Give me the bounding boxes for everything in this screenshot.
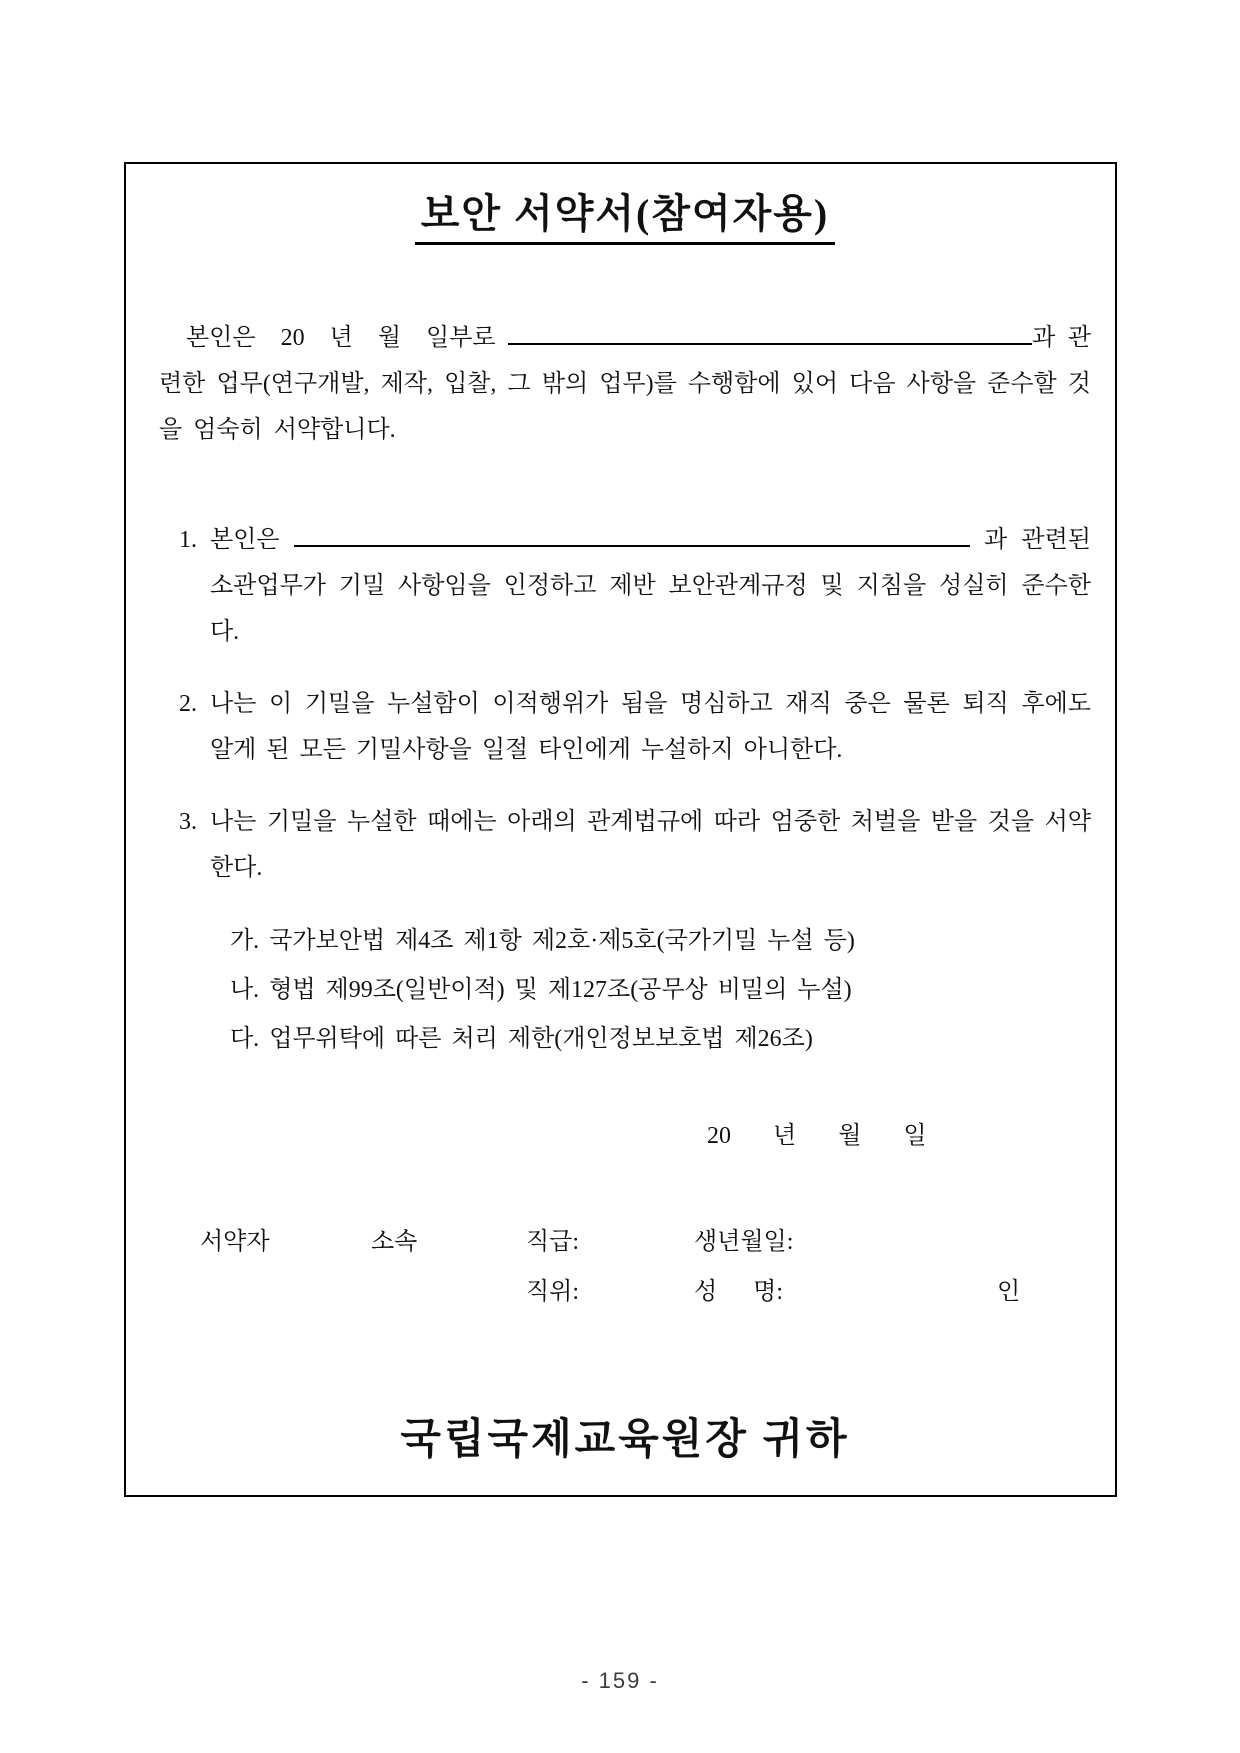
pledge-item-2 [159,681,1091,773]
intro-line1-suffix: 과 [1032,325,1056,351]
birthdate-label: 생년월일: [694,1229,794,1255]
pledge-item-3 [159,799,1091,891]
pledge-items [159,517,1091,891]
legal-ref-na [230,966,1091,1015]
legal-ref-da-number: 다. [230,1026,260,1052]
item-1-continuation: 소관업무가 기밀 사항임을 인정하고 제반 보안관계규정 및 지침을 성실히 준수한다. [210,573,1091,645]
intro-continuation: 관련한 업무(연구개발, 제작, 입찰, 그 밖의 업무)를 수행함에 있어 다음 사항을 준수할 것을 엄숙히 서약합니다. [159,325,1091,443]
item-1-pre: 본인은 [210,527,294,553]
grade-label: 직급: [526,1229,580,1255]
name-label: 성 명: [694,1279,784,1305]
affiliation-label: 소속 [371,1229,418,1255]
page-number: - 159 - [581,1668,659,1693]
intro-paragraph [159,315,1091,453]
legal-reference-list [159,917,1091,1064]
pledger-label: 서약자 [200,1229,270,1255]
form-title-row [159,192,1091,245]
signature-row-2 [159,1269,1091,1319]
item-1-number: 1. [179,527,197,553]
pledge-item-1 [159,517,1091,655]
signature-block [159,1219,1091,1319]
position-label: 직위: [526,1279,580,1305]
intro-line1-text: 본인은 20 년 월 일부로 [186,325,509,351]
legal-ref-da [230,1015,1091,1064]
item-2-number: 2. [179,691,197,717]
date-day-label: 일 [903,1123,927,1149]
date-year-prefix: 20 [707,1123,731,1149]
legal-ref-na-text: 형법 제99조(일반이적) 및 제127조(공무상 비밀의 누설) [269,977,852,1003]
legal-ref-da-text: 업무위탁에 따른 처리 제한(개인정보보호법 제26조) [269,1026,813,1052]
legal-ref-ga [230,917,1091,966]
legal-ref-ga-number: 가. [230,928,260,954]
date-year-label: 년 [773,1123,797,1149]
legal-ref-na-number: 나. [230,977,260,1003]
security-pledge-form [124,162,1117,1497]
item-1-blank-field [294,521,970,547]
item-1-suffix: 과 관련된 [969,527,1091,553]
signature-row-1 [159,1219,1091,1269]
item-3-text: 나는 기밀을 누설한 때에는 아래의 관계법규에 따라 엄중한 처벌을 받을 것을 서약한다. [210,809,1091,881]
date-line [159,1113,1091,1159]
legal-ref-ga-text: 국가보안법 제4조 제1항 제2호·제5호(국가기밀 누설 등) [269,928,855,954]
date-month-label: 월 [838,1123,862,1149]
project-name-blank-field [508,319,1032,345]
recipient-line: 국립국제교육원장 귀하 [400,1417,850,1463]
item-3-number: 3. [179,809,197,835]
seal-label: 인 [997,1279,1021,1305]
form-title: 보안 서약서(참여자용) [415,192,835,245]
item-2-text: 나는 이 기밀을 누설함이 이적행위가 됨을 명심하고 재직 중은 물론 퇴직 후에도 알게 된 모든 기밀사항을 일절 타인에게 누설하지 아니한다. [210,691,1091,763]
